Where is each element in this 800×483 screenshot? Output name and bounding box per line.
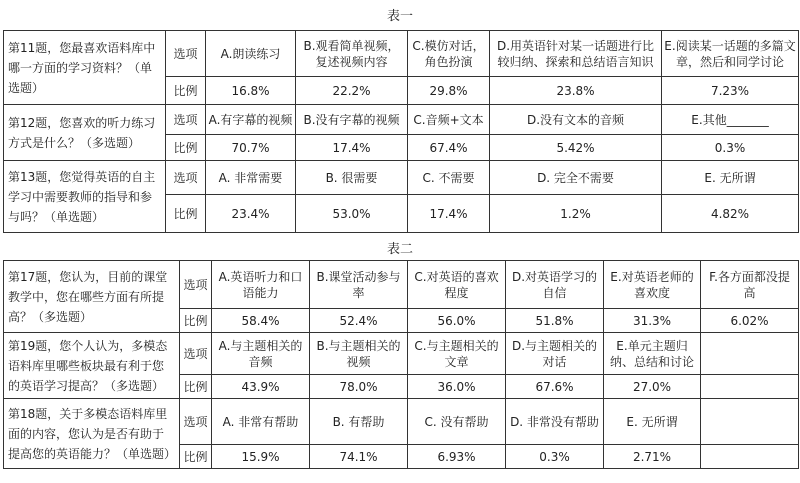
- option-cell: A.朗读练习: [206, 31, 296, 77]
- option-cell: C.模仿对话， 角色扮演: [408, 31, 490, 77]
- option-cell: C.音频+文本: [408, 105, 490, 135]
- table1: [3, 30, 799, 233]
- option-cell: E.对英语老师的 喜欢度: [604, 261, 701, 309]
- ratio-cell: 51.8%: [506, 309, 604, 333]
- ratio-label: 比例: [180, 445, 212, 469]
- ratio-cell: 4.82%: [662, 195, 799, 233]
- ratio-cell: 78.0%: [310, 375, 408, 399]
- ratio-cell: 67.4%: [408, 135, 490, 161]
- ratio-cell: 67.6%: [506, 375, 604, 399]
- option-cell: E. 无所谓: [662, 161, 799, 195]
- option-cell: B.课堂活动参与 率: [310, 261, 408, 309]
- ratio-cell: 6.02%: [701, 309, 799, 333]
- option-cell: D.与主题相关的 对话: [506, 333, 604, 375]
- ratio-cell: [701, 445, 799, 469]
- ratio-cell: 0.3%: [662, 135, 799, 161]
- ratio-cell: 52.4%: [310, 309, 408, 333]
- option-cell: D. 非常没有帮助: [506, 399, 604, 445]
- options-label: 选项: [166, 161, 206, 195]
- ratio-cell: 23.4%: [206, 195, 296, 233]
- option-cell: [701, 333, 799, 375]
- question-text: 第17题，您认为，目前的课堂教学中，您在哪些方面有所提高？（多选题）: [4, 261, 180, 333]
- option-cell: D.没有文本的音频: [490, 105, 662, 135]
- ratio-cell: 23.8%: [490, 77, 662, 105]
- options-label: 选项: [166, 105, 206, 135]
- option-cell: D.用英语针对某一话题进行比较归纳、探索和总结语言知识: [490, 31, 662, 77]
- ratio-cell: 31.3%: [604, 309, 701, 333]
- ratio-cell: 17.4%: [296, 135, 408, 161]
- ratio-cell: 27.0%: [604, 375, 701, 399]
- ratio-cell: 43.9%: [212, 375, 310, 399]
- table2-caption: 表二: [386, 242, 413, 257]
- option-cell: D. 完全不需要: [490, 161, 662, 195]
- option-cell: B.与主题相关的 视频: [310, 333, 408, 375]
- ratio-label: 比例: [180, 375, 212, 399]
- option-cell: C. 不需要: [408, 161, 490, 195]
- option-cell: E.其他_______: [662, 105, 799, 135]
- option-cell: E. 无所谓: [604, 399, 701, 445]
- ratio-cell: 0.3%: [506, 445, 604, 469]
- option-cell: B. 很需要: [296, 161, 408, 195]
- ratio-cell: 16.8%: [206, 77, 296, 105]
- option-cell: B. 有帮助: [310, 399, 408, 445]
- option-cell: C. 没有帮助: [408, 399, 506, 445]
- ratio-cell: 2.71%: [604, 445, 701, 469]
- ratio-label: 比例: [166, 195, 206, 233]
- option-cell: A. 非常有帮助: [212, 399, 310, 445]
- ratio-cell: 6.93%: [408, 445, 506, 469]
- question-text: 第11题，您最喜欢语料库中哪一方面的学习资料？（单选题）: [4, 31, 166, 105]
- options-label: 选项: [166, 31, 206, 77]
- option-cell: A.英语听力和口 语能力: [212, 261, 310, 309]
- option-cell: D.对英语学习的 自信: [506, 261, 604, 309]
- option-cell: C.与主题相关的 文章: [408, 333, 506, 375]
- ratio-cell: 74.1%: [310, 445, 408, 469]
- ratio-cell: 7.23%: [662, 77, 799, 105]
- option-cell: E.阅读某一话题的多篇文章，然后和同学讨论: [662, 31, 799, 77]
- options-label: 选项: [180, 261, 212, 309]
- options-row: [4, 161, 799, 195]
- option-cell: [701, 399, 799, 445]
- table2: [3, 260, 799, 469]
- ratio-cell: [701, 375, 799, 399]
- ratio-cell: 70.7%: [206, 135, 296, 161]
- option-cell: A.与主题相关的 音频: [212, 333, 310, 375]
- ratio-cell: 53.0%: [296, 195, 408, 233]
- options-row: [4, 105, 799, 135]
- ratio-cell: 1.2%: [490, 195, 662, 233]
- options-row: [4, 399, 799, 445]
- option-cell: A. 非常需要: [206, 161, 296, 195]
- question-text: 第18题，关于多模态语料库里面的内容，您认为是否有助于提高您的英语能力？（单选题）: [4, 399, 180, 469]
- question-text: 第19题，您个人认为，多模态语料库里哪些板块最有利于您的英语学习提高？（多选题）: [4, 333, 180, 399]
- ratio-cell: 15.9%: [212, 445, 310, 469]
- ratio-label: 比例: [166, 77, 206, 105]
- option-cell: F.各方面都没提 高: [701, 261, 799, 309]
- ratio-cell: 36.0%: [408, 375, 506, 399]
- ratio-label: 比例: [166, 135, 206, 161]
- option-cell: C.对英语的喜欢 程度: [408, 261, 506, 309]
- question-text: 第12题，您喜欢的听力练习方式是什么？（多选题）: [4, 105, 166, 161]
- option-cell: B.没有字幕的视频: [296, 105, 408, 135]
- options-label: 选项: [180, 399, 212, 445]
- option-cell: E.单元主题归 纳、总结和讨论: [604, 333, 701, 375]
- options-row: [4, 31, 799, 77]
- ratio-label: 比例: [180, 309, 212, 333]
- question-text: 第13题，您觉得英语的自主学习中需要教师的指导和参与吗？（单选题）: [4, 161, 166, 233]
- ratio-cell: 5.42%: [490, 135, 662, 161]
- options-row: [4, 261, 799, 309]
- ratio-cell: 56.0%: [408, 309, 506, 333]
- ratio-cell: 17.4%: [408, 195, 490, 233]
- ratio-cell: 29.8%: [408, 77, 490, 105]
- ratio-cell: 22.2%: [296, 77, 408, 105]
- options-label: 选项: [180, 333, 212, 375]
- option-cell: A.有字幕的视频: [206, 105, 296, 135]
- ratio-cell: 58.4%: [212, 309, 310, 333]
- option-cell: B.观看简单视频， 复述视频内容: [296, 31, 408, 77]
- table1-caption: 表一: [386, 9, 413, 24]
- options-row: [4, 333, 799, 375]
